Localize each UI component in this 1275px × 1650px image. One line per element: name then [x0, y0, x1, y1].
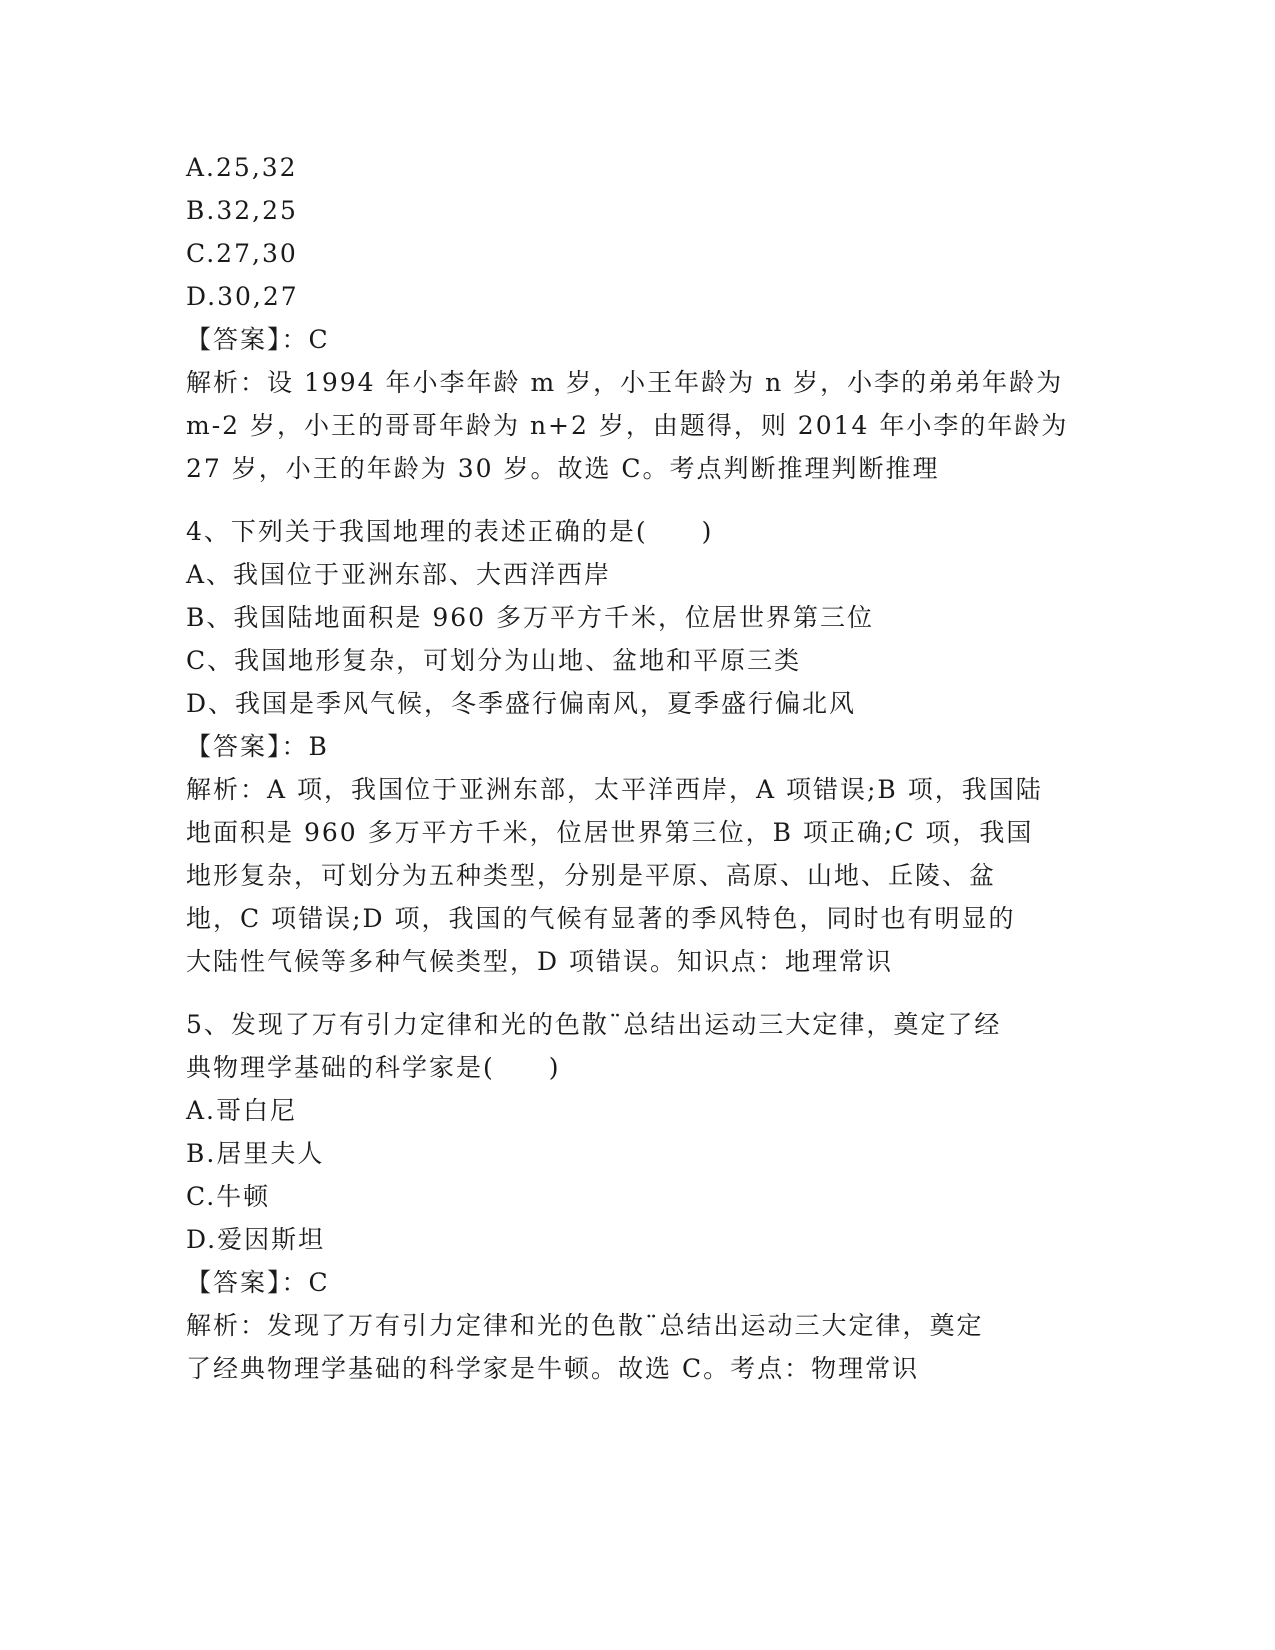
analysis-line: 地，C 项错误;D 项，我国的气候有显著的季风特色，同时也有明显的: [186, 904, 1016, 933]
option-b: B.居里夫人: [186, 1139, 325, 1168]
option-b: B.32,25: [186, 196, 298, 225]
option-d: D、我国是季风气候，冬季盛行偏南风，夏季盛行偏北风: [186, 689, 857, 718]
question-stem: 4、下列关于我国地理的表述正确的是( ): [186, 517, 714, 546]
option-b: B、我国陆地面积是 960 多万平方千米，位居世界第三位: [186, 603, 874, 632]
option-a: A.哥白尼: [186, 1096, 298, 1125]
spacer: [186, 983, 1086, 1003]
option-c: C.27,30: [186, 239, 298, 268]
answer: 【答案】：C: [186, 1268, 330, 1297]
page-content: [186, 146, 1086, 1390]
analysis-line: 地面积是 960 多万平方千米，位居世界第三位，B 项正确;C 项，我国: [186, 818, 1034, 847]
option-c: C.牛顿: [186, 1182, 271, 1211]
question-4: [186, 510, 1086, 983]
option-a: A.25,32: [186, 153, 298, 182]
question-3: [186, 146, 1086, 490]
option-a: A、我国位于亚洲东部、大西洋西岸: [186, 560, 612, 589]
question-stem: 5、发现了万有引力定律和光的色散¨总结出运动三大定律，奠定了经: [186, 1010, 1002, 1039]
analysis-line: m-2 岁，小王的哥哥年龄为 n+2 岁，由题得，则 2014 年小李的年龄为: [186, 411, 1069, 440]
option-d: D.30,27: [186, 282, 299, 311]
analysis-line: 解析：A 项，我国位于亚洲东部，太平洋西岸，A 项错误;B 项，我国陆: [186, 775, 1043, 804]
answer: 【答案】：B: [186, 732, 329, 761]
analysis-line: 解析：发现了万有引力定律和光的色散¨总结出运动三大定律，奠定: [186, 1311, 984, 1340]
option-d: D.爱因斯坦: [186, 1225, 326, 1254]
analysis-line: 大陆性气候等多种气候类型，D 项错误。知识点：地理常识: [186, 947, 893, 976]
analysis-line: 解析：设 1994 年小李年龄 m 岁，小王年龄为 n 岁，小李的弟弟年龄为: [186, 368, 1064, 397]
question-5: [186, 1003, 1086, 1390]
spacer: [186, 490, 1086, 510]
analysis-line: 地形复杂，可划分为五种类型，分别是平原、高原、山地、丘陵、盆: [186, 861, 997, 890]
question-stem: 典物理学基础的科学家是( ): [186, 1053, 561, 1082]
option-c: C、我国地形复杂，可划分为山地、盆地和平原三类: [186, 646, 802, 675]
analysis-line: 了经典物理学基础的科学家是牛顿。故选 C。考点：物理常识: [186, 1354, 920, 1383]
answer: 【答案】：C: [186, 325, 330, 354]
analysis-line: 27 岁，小王的年龄为 30 岁。故选 C。考点判断推理判断推理: [186, 454, 940, 483]
